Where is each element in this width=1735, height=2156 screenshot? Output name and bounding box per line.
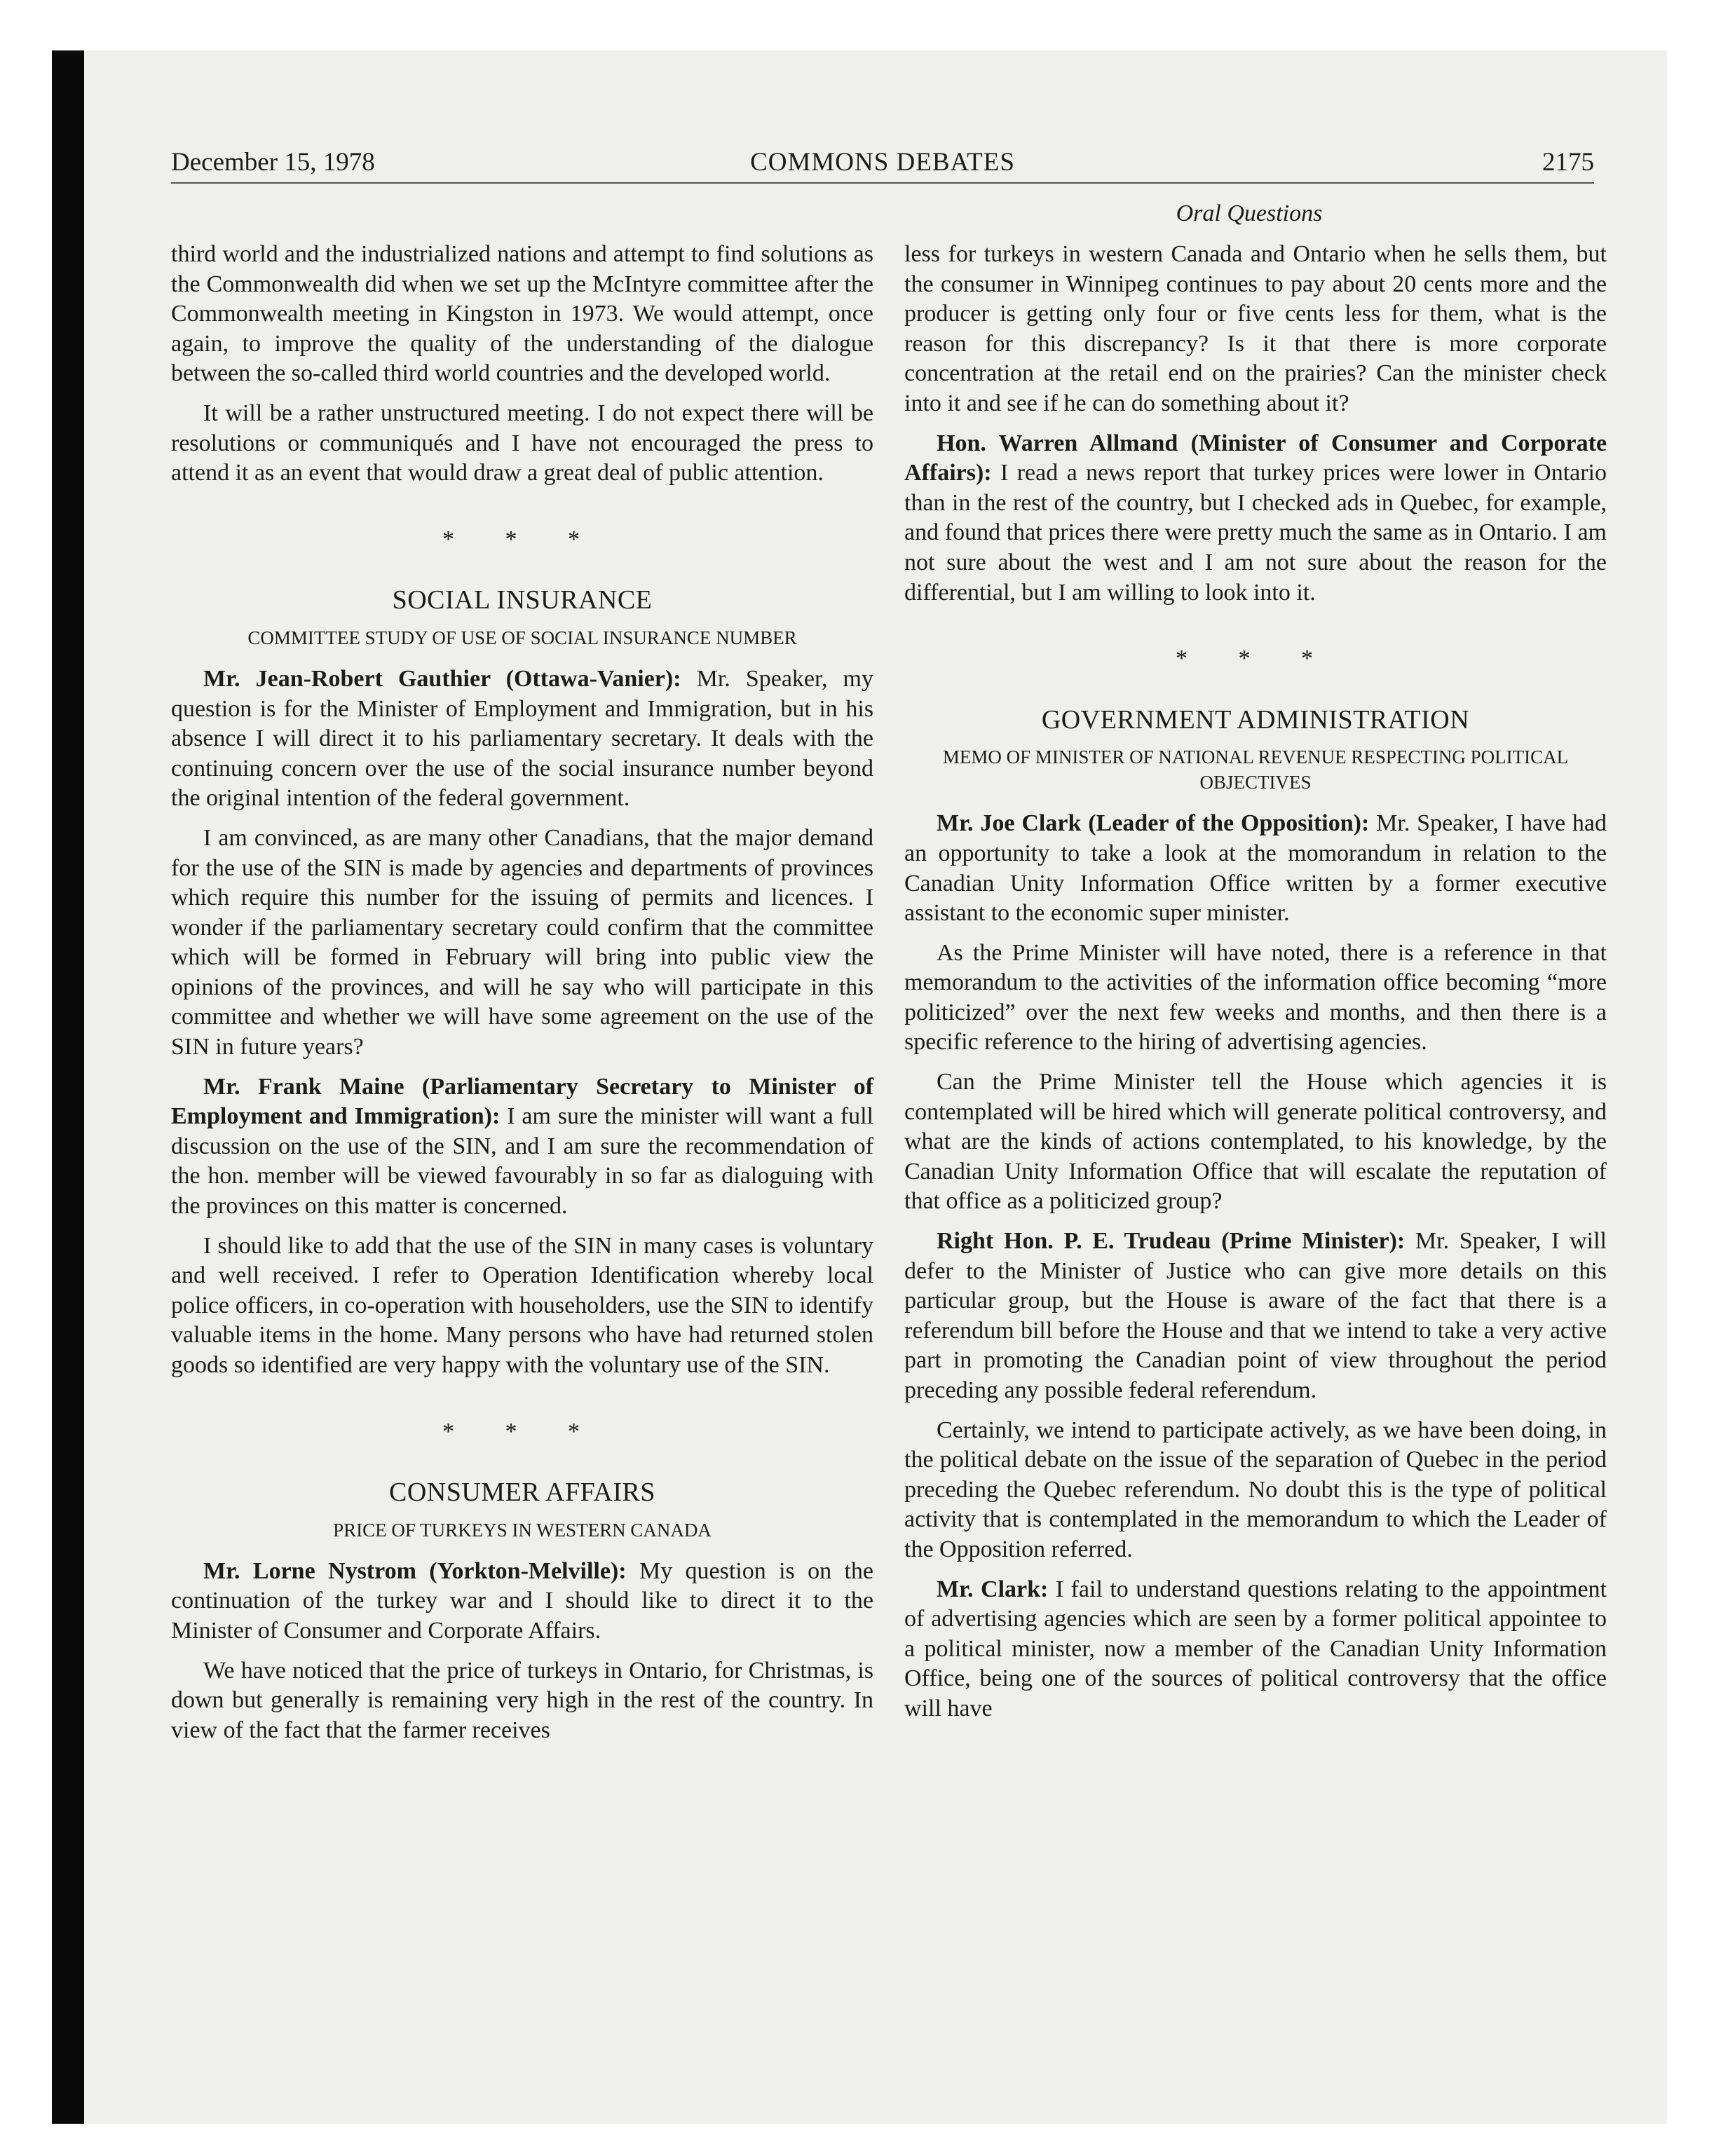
speech-paragraph (171, 1072, 873, 1222)
speech-text: Mr. Speaker, I have had an opportunity to take a look at the momorandum in relation to the Canadian Unity Information Office written by a former executive assistant to the economic super minister. (904, 810, 1607, 927)
section-heading: SOCIAL INSURANCE (392, 585, 653, 615)
speech-paragraph (904, 429, 1607, 608)
section-subheading: MEMO OF MINISTER OF NATIONAL REVENUE RESPECTING POLITICAL OBJECTIVES (942, 746, 1569, 793)
header-date: December 15, 1978 (171, 148, 375, 177)
left-column (171, 240, 873, 1922)
speaker-name: Right Hon. P. E. Trudeau (Prime Minister): (937, 1228, 1406, 1255)
paragraph: less for turkeys in western Canada and Ontario when he sells them, but the consumer in Winnipeg continues to pay about 20 cents more and the producer is getting only four or five cents less for them, what is the reason for this discrepancy? Is it that there is more corporate concentration at the retail end on the prairies? Can the minister check into it and see if he can do something about it? (904, 241, 1607, 416)
speech-paragraph (904, 1227, 1607, 1406)
paragraph: I am convinced, as are many other Canadians, that the major demand for the use of the SIN is made by agencies and departments of provinces which require this number for the issuing of permits and licences. I wonder if the parliamentary secretary could confirm that the committee which will be formed in February will bring into public view the opinions of the provinces, and will he say who will participate in this committee and whether we will have some agreement on the use of the SIN in future years? (171, 824, 873, 1060)
speaker-name: Mr. Frank Maine (Parliamentary Secretary to Minister of Employment and Immigration): (171, 1073, 873, 1130)
section-heading: GOVERNMENT ADMINISTRATION (1041, 704, 1470, 735)
speaker-name: Mr. Jean-Robert Gauthier (Ottawa-Vanier): (203, 665, 681, 692)
page-header (171, 147, 1594, 186)
speech-paragraph (171, 664, 873, 814)
speech-text: Mr. Speaker, my question is for the Minister of Employment and Immigration, but in his absence I will direct it to his parliamentary secretary. It deals with the continuing concern over the use of the social insurance number beyond the original intention of the federal government. (171, 665, 873, 812)
section-divider: * * * (1176, 646, 1335, 672)
header-page-number: 2175 (1542, 148, 1594, 177)
header-title: COMMONS DEBATES (750, 148, 1015, 177)
right-column (904, 240, 1607, 1922)
speech-text: My question is on the continuation of the turkey war and I should like to direct it to the Minister of Consumer and Corporate Affairs. (171, 1557, 873, 1644)
section-divider: * * * (442, 1418, 602, 1445)
paragraph: It will be a rather unstructured meeting. I do not expect there will be resolutions or communiqués and I have not encouraged the press to attend it as an event that would draw a great deal of public attention. (171, 400, 873, 486)
header-rule (171, 182, 1594, 184)
speech-text: I fail to understand questions relating to the appointment of advertising agencies which are seen by a former political appointee to a political minister, now a member of the Canadian Unity Information Office, being one of the sources of political controversy that the office will have (904, 1576, 1607, 1721)
paragraph: I should like to add that the use of the SIN in many cases is voluntary and well received. I refer to Operation Identification whereby local police officers, in co-operation with householders, use the SIN to identify valuable items in the home. Many persons who have had returned stolen goods so identified are very happy with the voluntary use of the SIN. (171, 1232, 873, 1378)
speaker-name: Mr. Joe Clark (Leader of the Opposition): (937, 810, 1370, 837)
speech-text: I am sure the minister will want a full discussion on the use of the SIN, and I am sure the recommendation of the hon. member will be viewed favourably in so far as dialoguing with the provinces on this matter is concerned. (171, 1103, 873, 1220)
paragraph: third world and the industrialized nations and attempt to find solutions as the Commonwealth did when we set up the McIntyre committee after the Commonwealth meeting in Kingston in 1973. We would attempt, once again, to improve the quality of the understanding of the dialogue between the so-called third world countries and the developed world. (171, 241, 873, 387)
speaker-name: Hon. Warren Allmand (Minister of Consumer and Corporate Affairs): (904, 430, 1607, 486)
section-subheading: COMMITTEE STUDY OF USE OF SOCIAL INSURANCE NUMBER (247, 627, 797, 648)
paragraph: Certainly, we intend to participate actively, as we have been doing, in the political debate on the issue of the separation of Quebec in the period preceding the Quebec referendum. No doubt this is the type of political activity that is contemplated in the memorandum to which the Leader of the Opposition referred. (904, 1417, 1607, 1562)
section-subheading: PRICE OF TURKEYS IN WESTERN CANADA (333, 1519, 712, 1541)
speech-text: I read a news report that turkey prices were lower in Ontario than in the rest of the country, but I checked ads in Quebec, for example, and found that prices there were pretty much the same as in Ontario. I am not sure about the west and I am not sure about the reason for the differential, but I am willing to look into it. (904, 460, 1607, 606)
section-heading: CONSUMER AFFAIRS (388, 1478, 656, 1508)
speech-paragraph (904, 1575, 1607, 1724)
paragraph: Can the Prime Minister tell the House which agencies it is contemplated will be hired which will generate political controversy, and what are the kinds of actions contemplated, to his knowledge, by the Canadian Unity Information Office that will escalate the reputation of that office as a politicized group? (904, 1069, 1607, 1215)
speech-text: Mr. Speaker, I will defer to the Minister of Justice who can give more details on this particular group, but the House is aware of the fact that there is a referendum bill before the House and that we intend to take a very active part in promoting the Canadian point of view throughout the period preceding any possible federal referendum. (904, 1228, 1607, 1403)
speaker-name: Mr. Lorne Nystrom (Yorkton-Melville): (203, 1557, 627, 1584)
speaker-name: Mr. Clark: (937, 1576, 1049, 1602)
section-divider: * * * (442, 526, 602, 552)
scan-edge-bar (52, 50, 84, 2124)
speech-paragraph (171, 1557, 873, 1646)
section-running-head: Oral Questions (1176, 200, 1323, 226)
speech-paragraph (904, 809, 1607, 928)
paragraph: As the Prime Minister will have noted, there is a reference in that memorandum to the activities of the information office becoming “more politicized” over the next few weeks and months, and then there is a specific reference to the hiring of advertising agencies. (904, 939, 1607, 1056)
paragraph: We have noticed that the price of turkeys in Ontario, for Christmas, is down but generally is remaining very high in the rest of the country. In view of the fact that the farmer receives (171, 1657, 873, 1743)
